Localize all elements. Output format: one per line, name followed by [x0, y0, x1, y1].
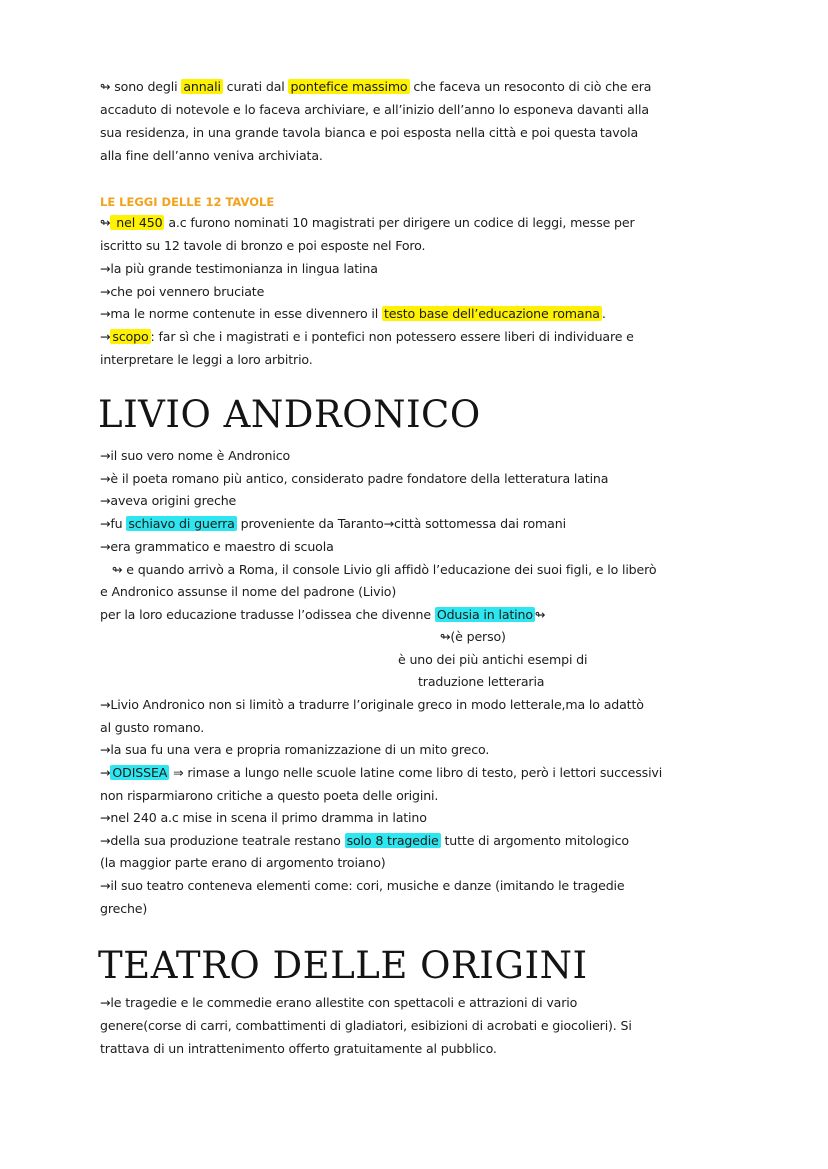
- highlight-testo-base: testo base dell’educazione romana: [383, 306, 600, 321]
- highlight-scopo: scopo: [112, 329, 149, 344]
- highlight-nel-450: nel 450: [112, 215, 163, 230]
- livio-line-18: greche): [100, 901, 148, 916]
- annali-line-1: [100, 77, 651, 97]
- livio-line-1: →il suo vero nome è Andronico: [100, 448, 291, 463]
- highlight-schiavo-di-guerra: schiavo di guerra: [128, 516, 235, 531]
- leggi-line-2: iscritto su 12 tavole di bronzo e poi esposte nel Foro.: [100, 238, 426, 253]
- text: : far sì che i magistrati e i pontefici non potessero essere liberi di individuare e: [150, 329, 634, 344]
- text: per la loro educazione tradusse l’odissea che divenne: [100, 607, 435, 622]
- leggi-line-1: [100, 213, 635, 233]
- livio-line-14: →nel 240 a.c mise in scena il primo dramma in latino: [100, 810, 427, 825]
- arrow-icon: ↬: [100, 215, 111, 230]
- text: tutte di argomento mitologico: [440, 833, 629, 848]
- leggi-heading: LE LEGGI DELLE 12 TAVOLE: [100, 195, 275, 209]
- arrow-icon: ↬: [534, 607, 546, 622]
- text: →della sua produzione teatrale restano: [100, 833, 345, 848]
- livio-line-5: →era grammatico e maestro di scuola: [100, 539, 334, 554]
- livio-line-4: [100, 514, 566, 534]
- highlight-odissea: ODISSEA: [112, 765, 168, 780]
- annali-line-2: accaduto di notevole e lo faceva archiviare, e all’inizio dell’anno lo esponeva davanti alla: [100, 102, 649, 117]
- livio-line-17: →il suo teatro conteneva elementi come: cori, musiche e danze (imitando le tragedie: [100, 878, 625, 893]
- annali-line-4: alla fine dell’anno veniva archiviata.: [100, 148, 323, 163]
- teatro-title: TEATRO DELLE ORIGINI: [98, 944, 588, 987]
- highlight-pontefice-massimo: pontefice massimo: [290, 79, 408, 94]
- text: →ma le norme contenute in esse divennero il: [100, 306, 382, 321]
- text: .: [601, 306, 606, 321]
- arrow-icon: →: [100, 765, 111, 780]
- livio-line-2: →è il poeta romano più antico, considerato padre fondatore della letteratura latina: [100, 471, 609, 486]
- livio-line-11: →la sua fu una vera e propria romanizzazione di un mito greco.: [100, 742, 490, 757]
- leggi-line-7: interpretare le leggi a loro arbitrio.: [100, 352, 313, 367]
- annali-line-3: sua residenza, in una grande tavola bianca e poi esposta nella città e poi questa tavola: [100, 125, 639, 140]
- livio-line-3: →aveva origini greche: [100, 493, 237, 508]
- livio-line-15: [100, 831, 629, 851]
- text: ↬ sono degli: [100, 79, 182, 94]
- livio-line-9: →Livio Andronico non si limitò a tradurre l’originale greco in modo letterale,ma lo adattò: [100, 697, 644, 712]
- teatro-line-2: genere(corse di carri, combattimenti di gladiatori, esibizioni di acrobati e giocolieri). Si: [100, 1018, 632, 1033]
- livio-note-1: ↬(è perso): [440, 629, 506, 644]
- teatro-line-1: →le tragedie e le commedie erano allestite con spettacoli e attrazioni di vario: [100, 995, 578, 1010]
- text: ⇒ rimase a lungo nelle scuole latine come libro di testo, però i lettori successivi: [169, 765, 663, 780]
- arrow-icon: →: [100, 329, 111, 344]
- text: →fu: [100, 516, 127, 531]
- livio-note-3: traduzione letteraria: [418, 674, 545, 689]
- text: proveniente da Taranto→città sottomessa dai romani: [236, 516, 566, 531]
- livio-line-13: non risparmiarono critiche a questo poeta delle origini.: [100, 788, 439, 803]
- livio-line-6: ↬ e quando arrivò a Roma, il console Livio gli affidò l’educazione dei suoi figli, e lo liberò: [112, 562, 657, 577]
- leggi-line-4: →che poi vennero bruciate: [100, 284, 265, 299]
- livio-title: LIVIO ANDRONICO: [98, 393, 481, 436]
- text: a.c furono nominati 10 magistrati per dirigere un codice di leggi, messe per: [164, 215, 635, 230]
- text: curati dal: [222, 79, 289, 94]
- highlight-odusia: Odusia in latino: [436, 607, 533, 622]
- teatro-line-3: trattava di un intrattenimento offerto gratuitamente al pubblico.: [100, 1041, 497, 1056]
- livio-line-8: [100, 605, 545, 625]
- text: che faceva un resoconto di ciò che era: [409, 79, 652, 94]
- leggi-line-3: →la più grande testimonianza in lingua latina: [100, 261, 378, 276]
- highlight-annali: annali: [183, 79, 221, 94]
- livio-line-10: al gusto romano.: [100, 720, 205, 735]
- livio-line-7: e Andronico assunse il nome del padrone (Livio): [100, 584, 397, 599]
- livio-line-16: (la maggior parte erano di argomento troiano): [100, 855, 386, 870]
- leggi-line-6: [100, 327, 634, 347]
- leggi-line-5: [100, 304, 606, 324]
- livio-note-2: è uno dei più antichi esempi di: [398, 652, 588, 667]
- livio-line-12: [100, 763, 662, 783]
- highlight-8-tragedie: solo 8 tragedie: [346, 833, 439, 848]
